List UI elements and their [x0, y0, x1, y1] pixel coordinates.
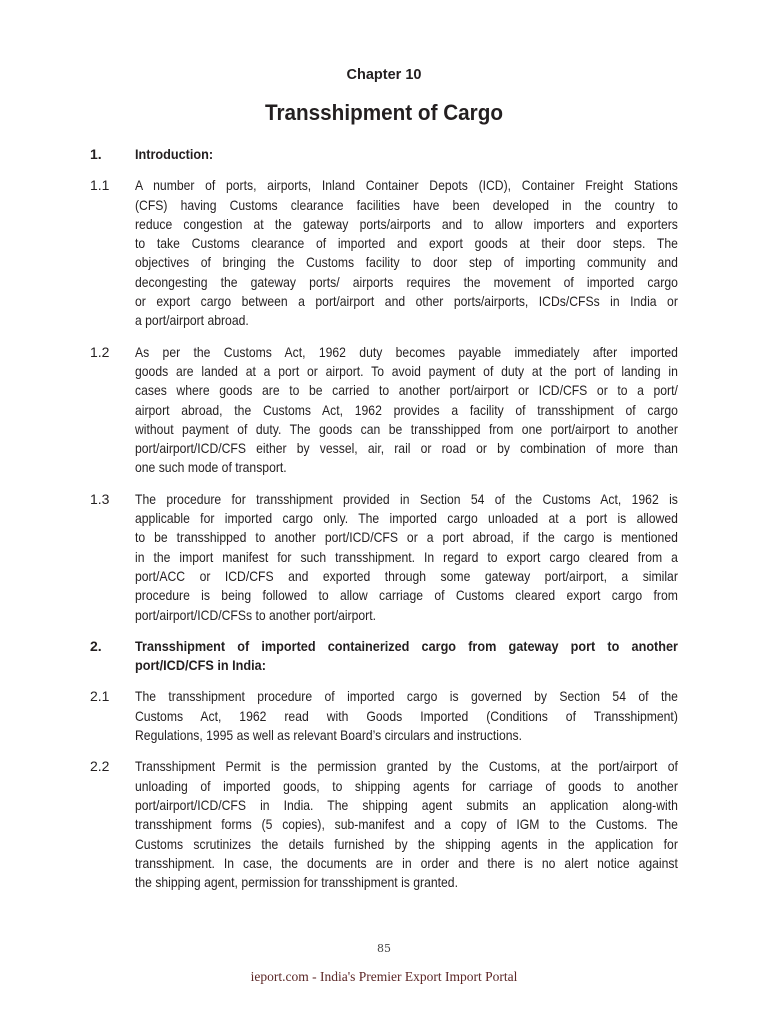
section-text	[135, 145, 690, 164]
text-line: port/airport/ICD/CFSs to another port/airport.	[135, 606, 376, 623]
text-line: The transshipment procedure of imported cargo is governed by Section 54 of the	[135, 688, 678, 705]
section-text	[135, 343, 690, 478]
page-number: 85	[377, 942, 391, 955]
text-line: port/airport/ICD/CFS in India. The shipping agent submits an application along-with	[135, 796, 678, 813]
text-line: As per the Customs Act, 1962 duty becomes payable immediately after imported	[135, 343, 678, 360]
document-body	[90, 145, 690, 904]
page-title: Transshipment of Cargo	[264, 100, 504, 125]
section-number: 1.1	[90, 177, 110, 194]
section-number: 2.1	[90, 688, 110, 705]
text-line: or export cargo between a port/airport and other ports/airports, ICDs/CFSs in India or	[135, 293, 678, 310]
section-text	[135, 637, 690, 676]
section-text	[135, 687, 690, 745]
section-number: 1.3	[90, 490, 110, 507]
section-2-1	[90, 687, 690, 745]
text-line: the shipping agent, permission for transshipment is granted.	[135, 874, 458, 891]
section-number: 2.2	[90, 758, 110, 775]
text-line: The procedure for transshipment provided in Section 54 of the Customs Act, 1962 is	[135, 490, 678, 507]
text-line: (CFS) having Customs clearance facilities have been developed in the country to	[135, 196, 678, 213]
chapter-label: Chapter 10	[346, 67, 422, 83]
section-1-1	[90, 176, 690, 330]
text-line: transshipment. In case, the documents are in order and there is no alert notice against	[135, 854, 678, 871]
section-number: 1.2	[90, 343, 110, 360]
text-line: Transshipment Permit is the permission granted by the Customs, at the port/airport of	[135, 758, 678, 775]
text-line: Introduction:	[135, 146, 214, 162]
text-line: A number of ports, airports, Inland Container Depots (ICD), Container Freight Stations	[135, 177, 678, 194]
text-line: port/ACC or ICD/CFS and exported through some gateway port/airport, a similar	[135, 567, 678, 584]
text-line: airport abroad, the Customs Act, 1962 provides a facility of transshipment of cargo	[135, 401, 678, 418]
text-line: reduce congestion at the gateway ports/airports and to allow importers and exporters	[135, 215, 678, 232]
section-1	[90, 145, 690, 164]
text-line: a port/airport abroad.	[135, 312, 249, 329]
text-line: transshipment forms (5 copies), sub-manifest and a copy of IGM to the Customs. The	[135, 816, 678, 833]
text-line: decongesting the gateway ports/ airports requires the movement of imported cargo	[135, 273, 678, 290]
text-line: one such mode of transport.	[135, 459, 287, 476]
text-line: Transshipment of imported containerized cargo from gateway port to another	[135, 637, 678, 654]
text-line: Customs scrutinizes the details furnished by the shipping agents in the application for	[135, 835, 678, 852]
text-line: procedure is being followed to allow carriage of Customs cleared export cargo from	[135, 587, 678, 604]
text-line: goods are landed at a port or airport. To avoid payment of duty at the port of landing in	[135, 362, 678, 379]
text-line: Customs Act, 1962 read with Goods Imported (Conditions of Transshipment)	[135, 707, 678, 724]
footer-text: ieport.com - India's Premier Export Import Portal	[250, 969, 518, 984]
text-line: Regulations, 1995 as well as relevant Board’s circulars and instructions.	[135, 727, 523, 744]
text-line: in the import manifest for such transshipment. In regard to export cargo cleared from a	[135, 548, 678, 565]
section-number: 1.	[90, 146, 102, 162]
section-text	[135, 757, 690, 892]
section-text	[135, 176, 690, 330]
text-line: port/ICD/CFS in India:	[135, 657, 266, 674]
section-1-2	[90, 343, 690, 478]
section-2-2	[90, 757, 690, 892]
text-line: to take Customs clearance of imported and export goods at their door steps. The	[135, 235, 678, 252]
text-line: cases where goods are to be carried to another port/airport or ICD/CFS or to a port/	[135, 382, 678, 399]
section-2	[90, 637, 690, 676]
text-line: applicable for imported cargo only. The imported cargo unloaded at a port is allowed	[135, 510, 678, 527]
text-line: objectives of bringing the Customs facility to door step of importing community and	[135, 254, 678, 271]
text-line: to be transshipped to another port/ICD/CFS or a port abroad, if the cargo is mentioned	[135, 529, 678, 546]
text-line: port/airport/ICD/CFS either by vessel, air, rail or road or by combination of more than	[135, 440, 678, 457]
section-number: 2.	[90, 637, 102, 654]
section-1-3	[90, 490, 690, 625]
section-text	[135, 490, 690, 625]
text-line: unloading of imported goods, to shipping agents for carriage of goods to another	[135, 777, 678, 794]
text-line: without payment of duty. The goods can be transshipped from one port/airport to another	[135, 420, 678, 437]
